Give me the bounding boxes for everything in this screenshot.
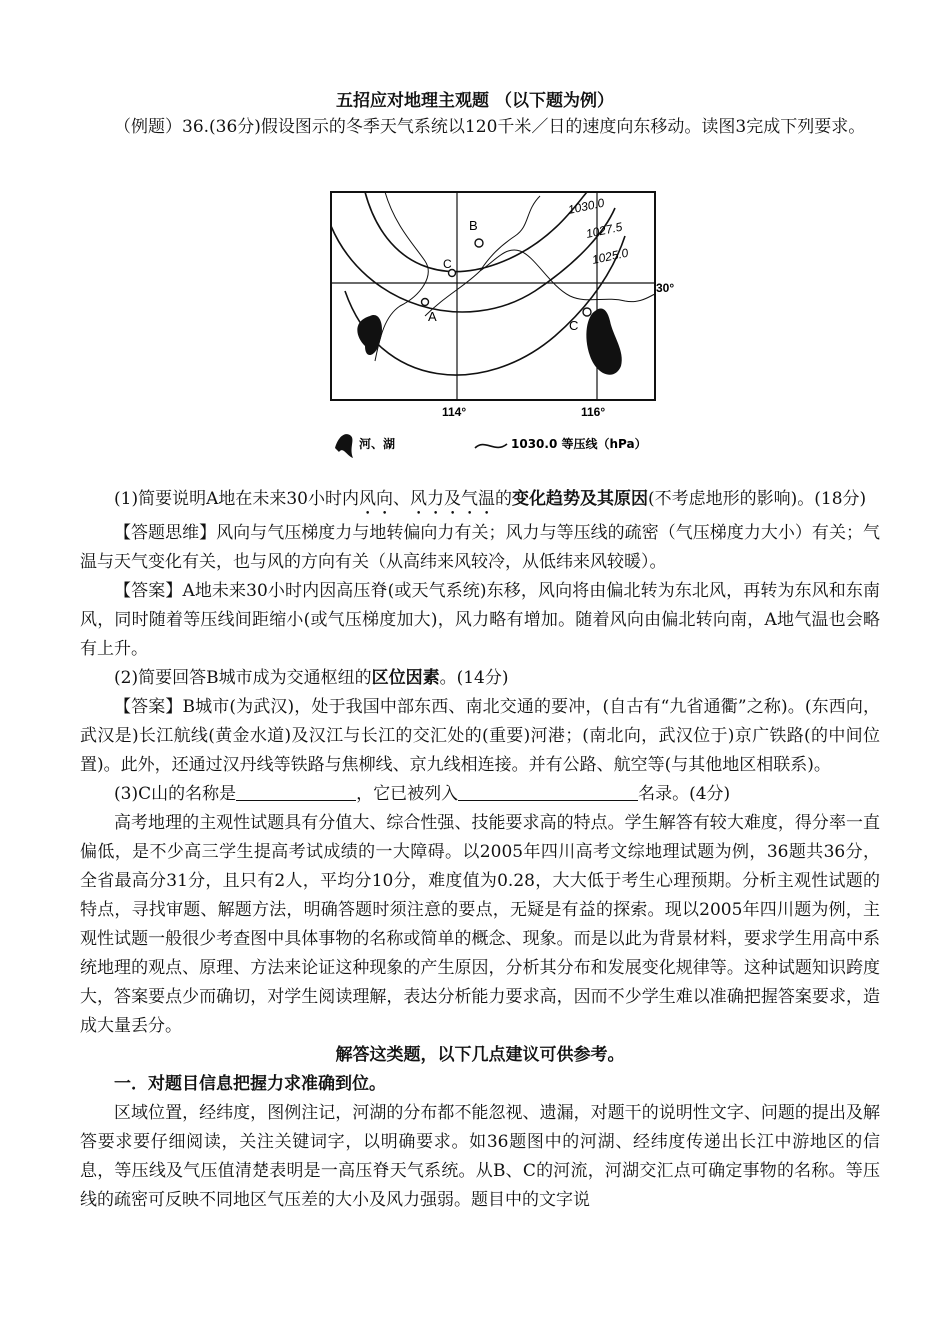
isobar-label-1030: 1030.0 — [566, 195, 606, 217]
intro-text: （例题）36.(36分)假设图示的冬季天气系统以120千米／日的速度向东移动。读图3完成下列要求。 — [114, 117, 866, 137]
isobar-label-1027-5: 1027.5 — [584, 219, 624, 241]
answer-2: 【答案】B城市(为武汉)，处于我国中部东西、南北交通的要冲，(自古有“九省通衢”之称)。(东西向，武汉是)长江航线(黄金水道)及汉江与长江的交汇处的(重要)河港；(南北向，武汉位于)京广铁路(的中间位置)。此外，还通过汉丹线等铁路与焦柳线、京九线相连接。并有公路、航空等(与其他地区相联系)。 — [80, 697, 880, 775]
paragraph-section-1: 区域位置，经纬度，图例注记，河湖的分布都不能忽视、遗漏，对题干的说明性文字、问题的提出及解答要求要仔细阅读，关注关键词字，以明确要求。如36题图中的河湖、经纬度传递出长江中游地区的信息，等压线及气压值清楚表明是一高压脊天气系统。从B、C的河流，河湖交汇点可确定事物的名称。等压线的疏密可反映不同地区气压差的大小及风力强弱。题目中的文字说 — [80, 1103, 880, 1210]
paragraph-analysis: 高考地理的主观性试题具有分值大、综合性强、技能要求高的特点。学生解答有较大难度，得分率一直偏低，是不少高三学生提高考试成绩的一大障碍。以2005年四川高考文综地理试题为例，36题共36分，全省最高分31分，且只有2人，平均分10分，难度值为0.28，大大低于考生心理预期。分析主观性试题的特点，寻找审题、解题方法，明确答题时须注意的要点，无疑是有益的探索。现以2005年四川题为例，主观性试题一般很少考查图中具体事物的名称或简单的概念、现象。而是以此为背景材料，要求学生用高中系统地理的观点、原理、方法来论证这种现象的产生原因，分析其分布和发展变化规律等。这种试题知识跨度大，答案要点少而确切，对学生阅读理解，表达分析能力要求高，因而不少学生难以准确把握答案要求，造成大量丢分。 — [80, 813, 880, 1036]
latitude-label: 30° — [656, 281, 675, 295]
isobar-1025 — [345, 236, 625, 375]
answer-1: 【答案】A地未来30小时内因高压脊(或天气系统)东移，风向将由偏北转为东北风，再转为东风和东南风，同时随着等压线间距缩小(或气压梯度加大)，风力略有增加。随着风向由偏北转向南，A地气温也会略有上升。 — [80, 581, 881, 659]
point-c-west-label: C — [443, 257, 452, 271]
lake-legend-icon — [335, 434, 353, 458]
question-2: (2)简要回答B城市成为交通枢纽的区位因素。(14分) — [114, 668, 509, 688]
blank-list-name[interactable] — [458, 782, 638, 801]
question-2-key: 区位因素 — [371, 668, 440, 688]
question-3: (3)C山的名称是 ，它已被列入 名录。(4分) — [114, 784, 731, 804]
point-b-label: B — [469, 218, 478, 233]
section-1-heading: 一．对题目信息把握力求准确到位。 — [114, 1074, 386, 1094]
lake-poyang — [586, 308, 621, 374]
intro-block — [80, 113, 880, 142]
page-title: 五招应对地理主观题 （以下题为例） — [336, 91, 614, 111]
suggestion-heading: 解答这类题，以下几点建议可供参考。 — [335, 1045, 625, 1065]
point-a-marker — [422, 299, 429, 306]
point-a-label: A — [428, 309, 437, 324]
body-text — [80, 485, 880, 1215]
isobar-label-1025: 1025.0 — [590, 245, 630, 267]
weather-map-figure — [325, 186, 675, 466]
legend-lake-label: 河、湖 — [359, 437, 396, 451]
river-west — [375, 192, 428, 361]
question-1: (1)简要说明A地在未来30小时内风向、风力及气温的变化趋势及其原因(不考虑地形的影响)。(18分) — [114, 489, 867, 509]
legend-isobar-label: 1030.0 等压线（hPa） — [511, 437, 647, 451]
question-1-dotted: 风向、风力及气温 — [359, 489, 495, 509]
longitude-label-114: 114° — [442, 405, 467, 419]
blank-mountain-name[interactable] — [236, 782, 356, 801]
question-1-key: 变化趋势及其原因 — [512, 489, 648, 509]
point-c-east-marker — [583, 308, 591, 316]
lake-dongting — [357, 315, 382, 355]
point-b-marker — [475, 239, 483, 247]
longitude-label-116: 116° — [581, 405, 606, 419]
isobar-legend-icon — [475, 444, 507, 448]
point-c-east-label: C — [569, 318, 579, 333]
answer-thinking-1: 【答题思维】风向与气压梯度力与地转偏向力有关；风力与等压线的疏密（气压梯度力大小）有关；气温与天气变化有关，也与风的方向有关（从高纬来风较冷，从低纬来风较暖）。 — [80, 523, 881, 572]
